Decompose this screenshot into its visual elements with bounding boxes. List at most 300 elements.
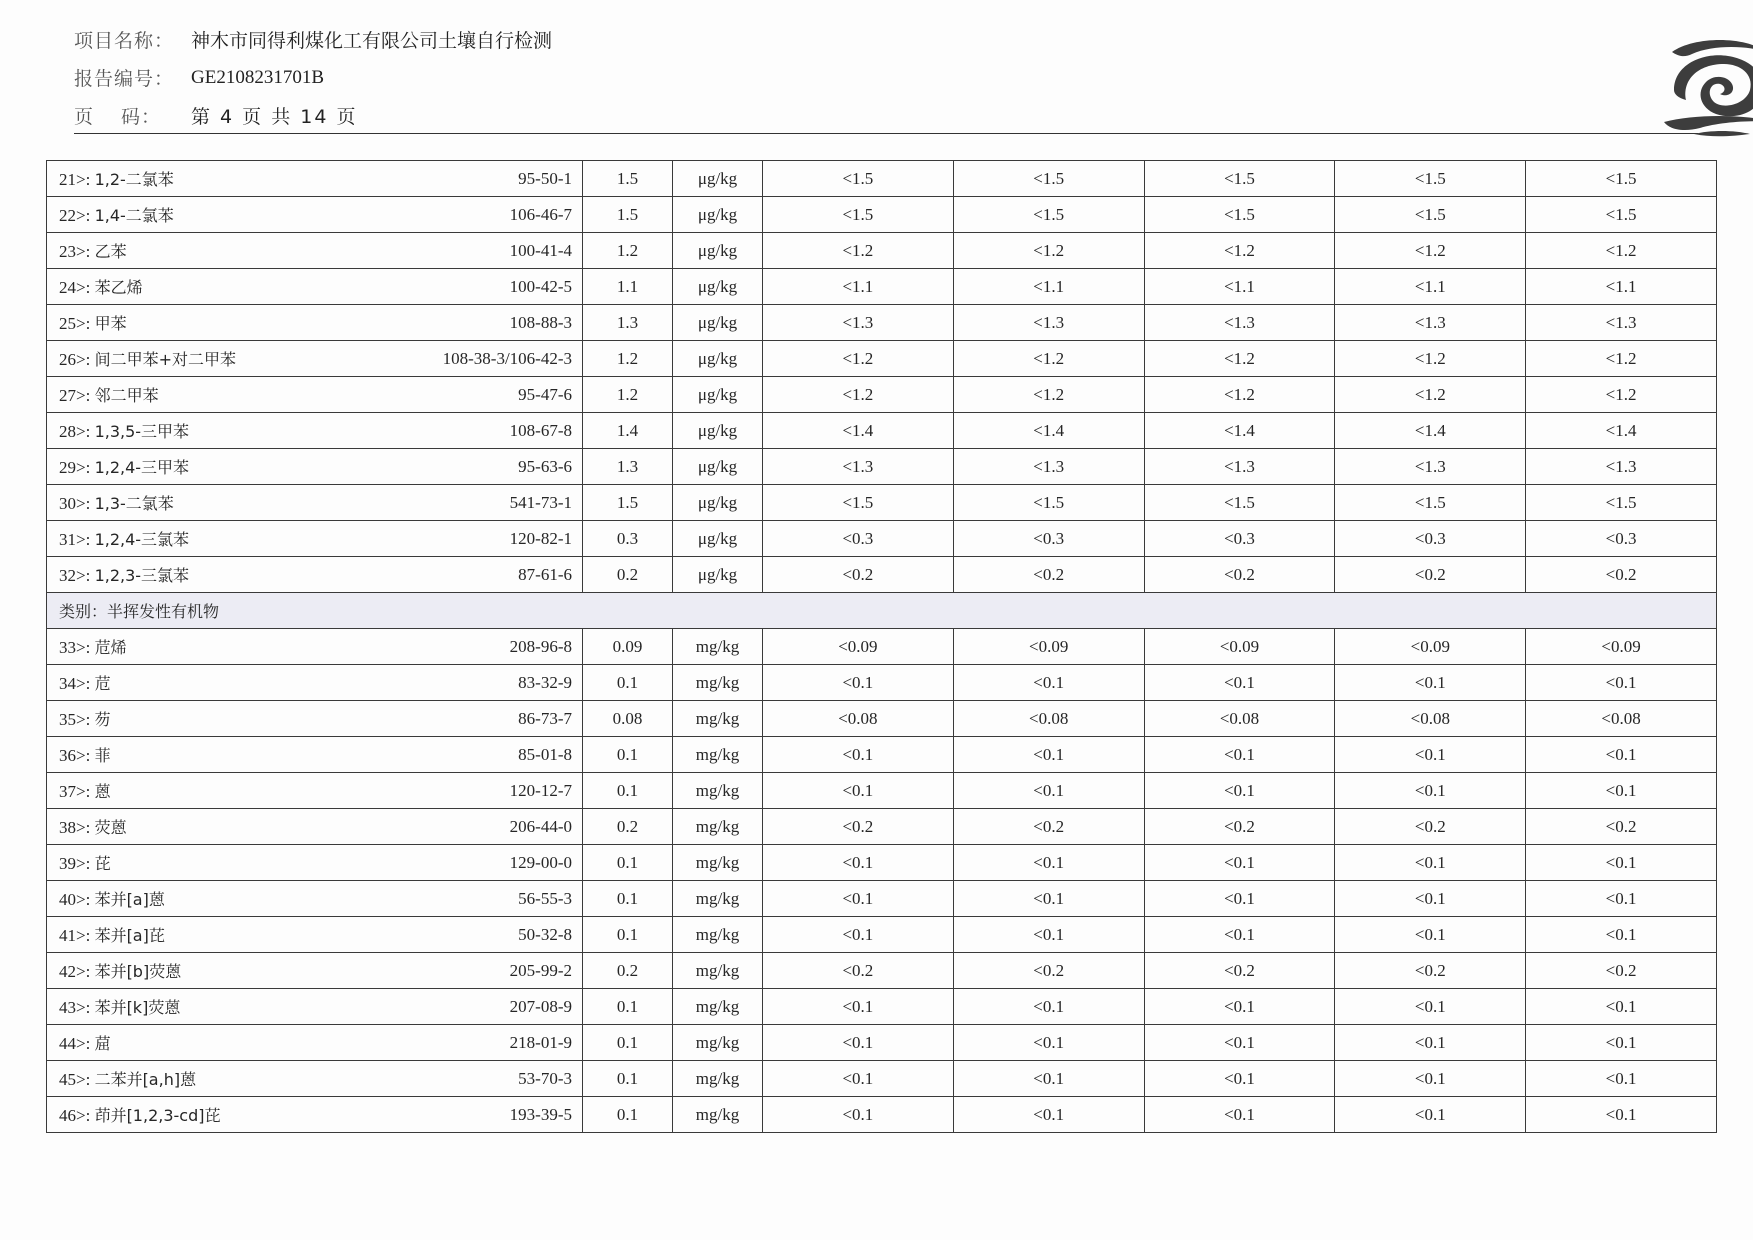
item-number: 46>: bbox=[59, 1106, 91, 1125]
analyte-name: 间二甲苯+对二甲苯 bbox=[94, 350, 236, 369]
detection-limit: 0.1 bbox=[583, 737, 673, 773]
report-number-row bbox=[74, 64, 324, 91]
result-value: <1.5 bbox=[763, 485, 954, 521]
result-value: <1.2 bbox=[1335, 341, 1526, 377]
detection-limit: 1.5 bbox=[583, 161, 673, 197]
item-number: 34>: bbox=[59, 674, 91, 693]
item-number: 25>: bbox=[59, 314, 91, 333]
result-value: <0.1 bbox=[1144, 1061, 1335, 1097]
item-number: 44>: bbox=[59, 1034, 91, 1053]
analyte-cell bbox=[47, 197, 377, 233]
table-row bbox=[47, 197, 1717, 233]
result-value: <0.2 bbox=[763, 953, 954, 989]
detection-limit: 1.3 bbox=[583, 305, 673, 341]
cas-number: 108-38-3/106-42-3 bbox=[377, 341, 583, 377]
analyte-name: 苯并[a]芘 bbox=[94, 926, 165, 945]
result-value: <0.1 bbox=[763, 989, 954, 1025]
item-number: 43>: bbox=[59, 998, 91, 1017]
result-value: <0.1 bbox=[1335, 881, 1526, 917]
result-value: <0.1 bbox=[1526, 1061, 1717, 1097]
analyte-cell bbox=[47, 305, 377, 341]
analyte-cell bbox=[47, 449, 377, 485]
analyte-cell bbox=[47, 161, 377, 197]
result-value: <1.2 bbox=[1526, 341, 1717, 377]
item-number: 32>: bbox=[59, 566, 91, 585]
result-value: <0.2 bbox=[1144, 953, 1335, 989]
result-value: <0.1 bbox=[1144, 1025, 1335, 1061]
unit: mg/kg bbox=[673, 629, 763, 665]
result-value: <0.09 bbox=[1335, 629, 1526, 665]
unit: mg/kg bbox=[673, 989, 763, 1025]
result-value: <1.3 bbox=[953, 449, 1144, 485]
result-value: <0.1 bbox=[1144, 665, 1335, 701]
analyte-cell bbox=[47, 737, 377, 773]
item-number: 23>: bbox=[59, 242, 91, 261]
result-value: <0.1 bbox=[1335, 1097, 1526, 1133]
project-label: 项目名称： bbox=[74, 30, 175, 52]
result-value: <1.2 bbox=[1144, 233, 1335, 269]
result-value: <0.1 bbox=[1526, 737, 1717, 773]
detection-limit: 0.2 bbox=[583, 809, 673, 845]
cas-number: 56-55-3 bbox=[377, 881, 583, 917]
project-value: 神木市同得利煤化工有限公司土壤自行检测 bbox=[191, 30, 553, 52]
table-row bbox=[47, 845, 1717, 881]
analyte-name: 苯乙烯 bbox=[94, 278, 143, 297]
page-number-label: 页 码： bbox=[74, 106, 162, 128]
item-number: 35>: bbox=[59, 710, 91, 729]
detection-limit: 1.5 bbox=[583, 197, 673, 233]
result-value: <1.5 bbox=[1335, 485, 1526, 521]
result-value: <0.1 bbox=[1144, 989, 1335, 1025]
result-value: <1.1 bbox=[1526, 269, 1717, 305]
result-value: <0.2 bbox=[763, 809, 954, 845]
table-row bbox=[47, 917, 1717, 953]
result-value: <0.2 bbox=[1335, 953, 1526, 989]
result-value: <1.2 bbox=[1335, 377, 1526, 413]
detection-limit: 0.1 bbox=[583, 1061, 673, 1097]
result-value: <0.2 bbox=[953, 557, 1144, 593]
cas-number: 95-47-6 bbox=[377, 377, 583, 413]
item-number: 42>: bbox=[59, 962, 91, 981]
result-value: <0.09 bbox=[953, 629, 1144, 665]
unit: mg/kg bbox=[673, 845, 763, 881]
result-value: <1.2 bbox=[1526, 377, 1717, 413]
unit: mg/kg bbox=[673, 1025, 763, 1061]
table-row bbox=[47, 737, 1717, 773]
result-value: <0.1 bbox=[1335, 1061, 1526, 1097]
item-number: 33>: bbox=[59, 638, 91, 657]
result-value: <1.2 bbox=[953, 341, 1144, 377]
detection-limit: 1.3 bbox=[583, 449, 673, 485]
result-value: <0.1 bbox=[763, 845, 954, 881]
cas-number: 53-70-3 bbox=[377, 1061, 583, 1097]
analyte-name: 菲 bbox=[94, 746, 111, 765]
result-value: <0.1 bbox=[763, 737, 954, 773]
result-value: <0.1 bbox=[953, 917, 1144, 953]
result-value: <0.2 bbox=[1526, 557, 1717, 593]
result-value: <0.08 bbox=[763, 701, 954, 737]
result-value: <0.1 bbox=[1526, 881, 1717, 917]
result-value: <1.2 bbox=[763, 377, 954, 413]
table-row bbox=[47, 881, 1717, 917]
unit: μg/kg bbox=[673, 197, 763, 233]
unit: μg/kg bbox=[673, 341, 763, 377]
result-value: <0.08 bbox=[1526, 701, 1717, 737]
result-value: <0.1 bbox=[1335, 737, 1526, 773]
detection-limit: 0.09 bbox=[583, 629, 673, 665]
analyte-cell bbox=[47, 917, 377, 953]
unit: mg/kg bbox=[673, 1061, 763, 1097]
result-value: <1.5 bbox=[1526, 485, 1717, 521]
cas-number: 541-73-1 bbox=[377, 485, 583, 521]
result-value: <1.1 bbox=[1335, 269, 1526, 305]
cas-number: 129-00-0 bbox=[377, 845, 583, 881]
unit: μg/kg bbox=[673, 521, 763, 557]
item-number: 40>: bbox=[59, 890, 91, 909]
detection-limit: 0.1 bbox=[583, 1025, 673, 1061]
result-value: <0.1 bbox=[1144, 773, 1335, 809]
unit: μg/kg bbox=[673, 449, 763, 485]
table-row bbox=[47, 629, 1717, 665]
analyte-name: 1,2,4-三氯苯 bbox=[94, 530, 190, 549]
result-value: <0.1 bbox=[763, 917, 954, 953]
analyte-cell bbox=[47, 485, 377, 521]
cas-number: 85-01-8 bbox=[377, 737, 583, 773]
report-header bbox=[74, 24, 1694, 134]
table-row bbox=[47, 377, 1717, 413]
result-value: <1.3 bbox=[1335, 305, 1526, 341]
result-value: <0.1 bbox=[1144, 737, 1335, 773]
result-value: <1.5 bbox=[1335, 197, 1526, 233]
table-row bbox=[47, 773, 1717, 809]
item-number: 39>: bbox=[59, 854, 91, 873]
analyte-name: 1,2,3-三氯苯 bbox=[94, 566, 190, 585]
detection-limit: 0.1 bbox=[583, 845, 673, 881]
detection-limit: 0.1 bbox=[583, 1097, 673, 1133]
analyte-cell bbox=[47, 953, 377, 989]
result-value: <1.3 bbox=[763, 449, 954, 485]
item-number: 38>: bbox=[59, 818, 91, 837]
item-number: 41>: bbox=[59, 926, 91, 945]
result-value: <0.1 bbox=[763, 665, 954, 701]
result-value: <1.3 bbox=[1526, 305, 1717, 341]
report-number-value: GE2108231701B bbox=[191, 66, 324, 88]
report-number-label: 报告编号： bbox=[74, 68, 175, 90]
header-divider bbox=[74, 133, 1698, 134]
table-row bbox=[47, 449, 1717, 485]
item-number: 29>: bbox=[59, 458, 91, 477]
result-value: <0.3 bbox=[1144, 521, 1335, 557]
cas-number: 50-32-8 bbox=[377, 917, 583, 953]
result-value: <1.2 bbox=[953, 233, 1144, 269]
result-value: <0.1 bbox=[953, 989, 1144, 1025]
item-number: 36>: bbox=[59, 746, 91, 765]
analyte-name: 蒽 bbox=[94, 782, 111, 801]
result-value: <0.1 bbox=[763, 773, 954, 809]
detection-limit: 1.2 bbox=[583, 341, 673, 377]
item-number: 24>: bbox=[59, 278, 91, 297]
item-number: 26>: bbox=[59, 350, 91, 369]
table-row bbox=[47, 557, 1717, 593]
results-table bbox=[46, 160, 1717, 1133]
analyte-name: 䓛 bbox=[94, 1034, 111, 1053]
result-value: <0.1 bbox=[1526, 1097, 1717, 1133]
result-value: <1.2 bbox=[1144, 377, 1335, 413]
result-value: <1.4 bbox=[1144, 413, 1335, 449]
result-value: <0.1 bbox=[1144, 881, 1335, 917]
unit: mg/kg bbox=[673, 881, 763, 917]
result-value: <0.2 bbox=[1526, 809, 1717, 845]
analyte-cell bbox=[47, 881, 377, 917]
result-value: <1.5 bbox=[1526, 161, 1717, 197]
unit: μg/kg bbox=[673, 269, 763, 305]
unit: mg/kg bbox=[673, 665, 763, 701]
cas-number: 95-50-1 bbox=[377, 161, 583, 197]
cas-number: 100-41-4 bbox=[377, 233, 583, 269]
result-value: <0.1 bbox=[1335, 773, 1526, 809]
analyte-cell bbox=[47, 233, 377, 269]
analyte-name: 1,2,4-三甲苯 bbox=[94, 458, 190, 477]
detection-limit: 1.2 bbox=[583, 233, 673, 269]
cas-number: 207-08-9 bbox=[377, 989, 583, 1025]
analyte-cell bbox=[47, 773, 377, 809]
result-value: <1.2 bbox=[763, 233, 954, 269]
analyte-cell bbox=[47, 557, 377, 593]
result-value: <0.1 bbox=[953, 881, 1144, 917]
unit: mg/kg bbox=[673, 917, 763, 953]
analyte-cell bbox=[47, 413, 377, 449]
result-value: <1.5 bbox=[953, 485, 1144, 521]
table-row bbox=[47, 341, 1717, 377]
item-number: 37>: bbox=[59, 782, 91, 801]
result-value: <1.5 bbox=[1526, 197, 1717, 233]
result-value: <0.1 bbox=[763, 881, 954, 917]
unit: mg/kg bbox=[673, 701, 763, 737]
result-value: <0.1 bbox=[1144, 1097, 1335, 1133]
unit: mg/kg bbox=[673, 809, 763, 845]
result-value: <0.09 bbox=[1526, 629, 1717, 665]
result-value: <0.1 bbox=[1144, 917, 1335, 953]
result-value: <0.1 bbox=[953, 1097, 1144, 1133]
table-row bbox=[47, 1061, 1717, 1097]
table-row bbox=[47, 701, 1717, 737]
analyte-name: 苊 bbox=[94, 674, 111, 693]
result-value: <0.2 bbox=[1335, 809, 1526, 845]
cas-number: 120-82-1 bbox=[377, 521, 583, 557]
analyte-cell bbox=[47, 845, 377, 881]
result-value: <1.2 bbox=[1526, 233, 1717, 269]
analyte-name: 芘 bbox=[94, 854, 111, 873]
result-value: <0.2 bbox=[1335, 557, 1526, 593]
analyte-name: 苯并[k]荧蒽 bbox=[94, 998, 181, 1017]
results-table-body bbox=[47, 161, 1717, 1133]
detection-limit: 1.4 bbox=[583, 413, 673, 449]
table-row bbox=[47, 1097, 1717, 1133]
result-value: <1.5 bbox=[1144, 161, 1335, 197]
analyte-cell bbox=[47, 1097, 377, 1133]
result-value: <1.5 bbox=[1335, 161, 1526, 197]
result-value: <0.1 bbox=[1335, 917, 1526, 953]
result-value: <0.2 bbox=[1144, 557, 1335, 593]
result-value: <1.4 bbox=[1526, 413, 1717, 449]
result-value: <0.1 bbox=[1526, 989, 1717, 1025]
result-value: <1.2 bbox=[1335, 233, 1526, 269]
result-value: <0.2 bbox=[763, 557, 954, 593]
analyte-name: 茚并[1,2,3-cd]芘 bbox=[94, 1106, 221, 1125]
analyte-name: 苯并[b]荧蒽 bbox=[94, 962, 182, 981]
project-row bbox=[74, 26, 552, 53]
analyte-name: 1,2-二氯苯 bbox=[94, 170, 174, 189]
analyte-name: 苯并[a]蒽 bbox=[94, 890, 165, 909]
unit: mg/kg bbox=[673, 737, 763, 773]
detection-limit: 1.1 bbox=[583, 269, 673, 305]
analyte-name: 苊烯 bbox=[94, 638, 127, 657]
result-value: <0.2 bbox=[953, 953, 1144, 989]
result-value: <0.1 bbox=[953, 773, 1144, 809]
result-value: <0.1 bbox=[1335, 845, 1526, 881]
result-value: <0.1 bbox=[953, 1025, 1144, 1061]
result-value: <0.1 bbox=[763, 1025, 954, 1061]
detection-limit: 0.2 bbox=[583, 953, 673, 989]
category-row bbox=[47, 593, 1717, 629]
cas-number: 193-39-5 bbox=[377, 1097, 583, 1133]
analyte-name: 荧蒽 bbox=[94, 818, 127, 837]
analyte-name: 甲苯 bbox=[94, 314, 127, 333]
result-value: <1.4 bbox=[1335, 413, 1526, 449]
result-value: <0.1 bbox=[1526, 1025, 1717, 1061]
result-value: <1.3 bbox=[953, 305, 1144, 341]
detection-limit: 0.08 bbox=[583, 701, 673, 737]
unit: μg/kg bbox=[673, 413, 763, 449]
analyte-name: 乙苯 bbox=[94, 242, 127, 261]
company-seal-logo-icon bbox=[1654, 34, 1753, 144]
analyte-cell bbox=[47, 1061, 377, 1097]
analyte-cell bbox=[47, 521, 377, 557]
unit: μg/kg bbox=[673, 305, 763, 341]
result-value: <1.5 bbox=[763, 197, 954, 233]
result-value: <0.3 bbox=[1335, 521, 1526, 557]
detection-limit: 1.5 bbox=[583, 485, 673, 521]
result-value: <0.1 bbox=[1335, 1025, 1526, 1061]
result-value: <0.1 bbox=[953, 1061, 1144, 1097]
table-row bbox=[47, 305, 1717, 341]
cas-number: 108-88-3 bbox=[377, 305, 583, 341]
analyte-name: 1,3-二氯苯 bbox=[94, 494, 174, 513]
results-table-container bbox=[46, 160, 1716, 1133]
result-value: <0.1 bbox=[1335, 665, 1526, 701]
table-row bbox=[47, 953, 1717, 989]
result-value: <0.1 bbox=[953, 737, 1144, 773]
result-value: <1.5 bbox=[953, 161, 1144, 197]
result-value: <0.2 bbox=[1144, 809, 1335, 845]
result-value: <1.2 bbox=[1144, 341, 1335, 377]
item-number: 21>: bbox=[59, 170, 91, 189]
result-value: <1.5 bbox=[763, 161, 954, 197]
table-row bbox=[47, 809, 1717, 845]
unit: μg/kg bbox=[673, 557, 763, 593]
page-number-row bbox=[74, 102, 357, 129]
table-row bbox=[47, 413, 1717, 449]
table-row bbox=[47, 161, 1717, 197]
item-number: 30>: bbox=[59, 494, 91, 513]
result-value: <0.1 bbox=[1526, 917, 1717, 953]
result-value: <0.1 bbox=[1526, 845, 1717, 881]
cas-number: 106-46-7 bbox=[377, 197, 583, 233]
result-value: <0.3 bbox=[1526, 521, 1717, 557]
cas-number: 120-12-7 bbox=[377, 773, 583, 809]
analyte-name: 二苯并[a,h]蒽 bbox=[94, 1070, 197, 1089]
item-number: 45>: bbox=[59, 1070, 91, 1089]
detection-limit: 0.1 bbox=[583, 881, 673, 917]
cas-number: 83-32-9 bbox=[377, 665, 583, 701]
unit: μg/kg bbox=[673, 377, 763, 413]
detection-limit: 0.1 bbox=[583, 773, 673, 809]
table-row bbox=[47, 269, 1717, 305]
result-value: <1.3 bbox=[1144, 449, 1335, 485]
result-value: <0.1 bbox=[953, 845, 1144, 881]
analyte-cell bbox=[47, 269, 377, 305]
page-number-value: 第 4 页 共 14 页 bbox=[191, 106, 358, 128]
result-value: <0.3 bbox=[953, 521, 1144, 557]
result-value: <0.3 bbox=[763, 521, 954, 557]
result-value: <1.3 bbox=[1335, 449, 1526, 485]
cas-number: 206-44-0 bbox=[377, 809, 583, 845]
result-value: <0.1 bbox=[763, 1061, 954, 1097]
analyte-cell bbox=[47, 377, 377, 413]
analyte-cell bbox=[47, 341, 377, 377]
result-value: <1.4 bbox=[953, 413, 1144, 449]
detection-limit: 0.1 bbox=[583, 917, 673, 953]
result-value: <0.09 bbox=[1144, 629, 1335, 665]
analyte-cell bbox=[47, 809, 377, 845]
result-value: <1.2 bbox=[953, 377, 1144, 413]
result-value: <1.1 bbox=[763, 269, 954, 305]
result-value: <0.1 bbox=[1526, 773, 1717, 809]
analyte-name: 1,4-二氯苯 bbox=[94, 206, 174, 225]
unit: mg/kg bbox=[673, 773, 763, 809]
result-value: <0.1 bbox=[1526, 665, 1717, 701]
analyte-name: 1,3,5-三甲苯 bbox=[94, 422, 190, 441]
result-value: <1.1 bbox=[1144, 269, 1335, 305]
result-value: <0.08 bbox=[1335, 701, 1526, 737]
result-value: <0.2 bbox=[1526, 953, 1717, 989]
analyte-cell bbox=[47, 989, 377, 1025]
detection-limit: 0.2 bbox=[583, 557, 673, 593]
result-value: <0.08 bbox=[1144, 701, 1335, 737]
result-value: <1.5 bbox=[1144, 197, 1335, 233]
analyte-cell bbox=[47, 701, 377, 737]
cas-number: 208-96-8 bbox=[377, 629, 583, 665]
unit: mg/kg bbox=[673, 953, 763, 989]
result-value: <1.5 bbox=[953, 197, 1144, 233]
item-number: 31>: bbox=[59, 530, 91, 549]
analyte-cell bbox=[47, 629, 377, 665]
item-number: 27>: bbox=[59, 386, 91, 405]
analyte-cell bbox=[47, 665, 377, 701]
cas-number: 86-73-7 bbox=[377, 701, 583, 737]
result-value: <1.3 bbox=[1144, 305, 1335, 341]
category-label: 类别：半挥发性有机物 bbox=[47, 593, 1717, 629]
result-value: <0.1 bbox=[1144, 845, 1335, 881]
item-number: 28>: bbox=[59, 422, 91, 441]
result-value: <0.1 bbox=[1335, 989, 1526, 1025]
result-value: <1.3 bbox=[763, 305, 954, 341]
result-value: <0.08 bbox=[953, 701, 1144, 737]
item-number: 22>: bbox=[59, 206, 91, 225]
table-row bbox=[47, 485, 1717, 521]
table-row bbox=[47, 989, 1717, 1025]
table-row bbox=[47, 233, 1717, 269]
